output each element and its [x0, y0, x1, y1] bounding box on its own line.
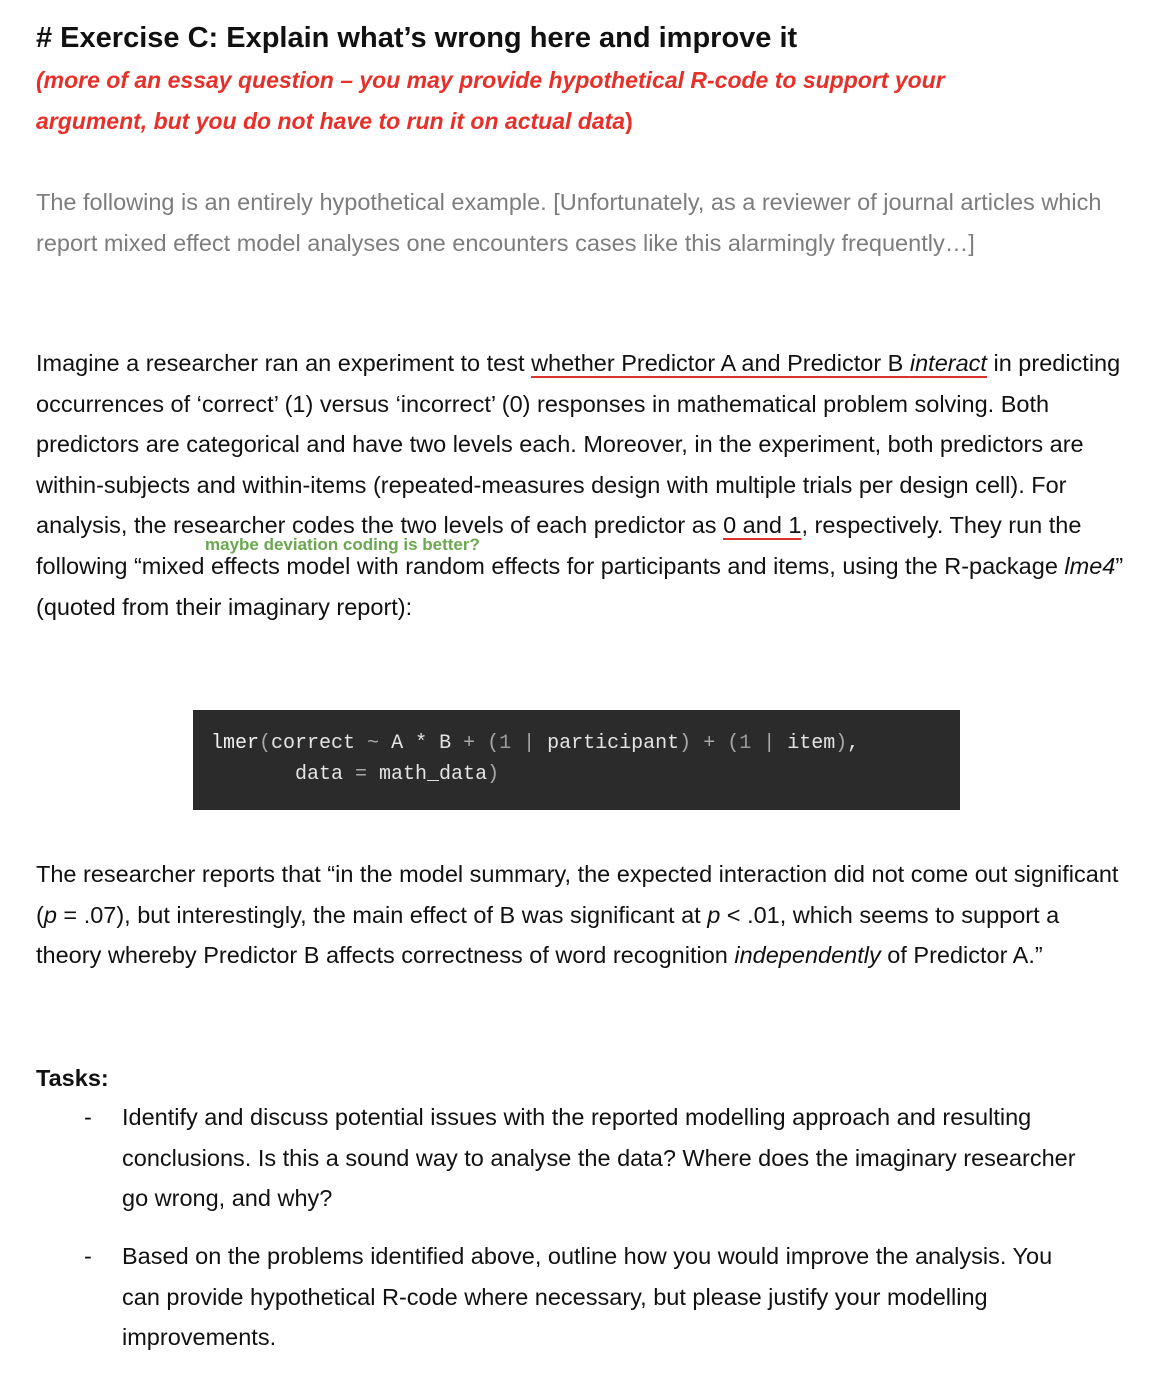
task-item: Based on the problems identified above, outline how you would improve the analysis. You can provide hypothetical R-code where necessary, but please justify your modelling improvements.: [122, 1243, 1053, 1351]
code-equals: =: [343, 763, 380, 786]
exercise-instructions: [36, 60, 1056, 142]
code-plus: +: [451, 732, 488, 755]
code-random-group: item: [787, 732, 836, 755]
code-data-value: math_data: [379, 763, 488, 786]
code-bar: |: [511, 732, 548, 755]
code-paren: ): [835, 732, 848, 755]
package-name: lme4: [1064, 552, 1116, 579]
scenario-text-3: , respectively. They run the following “mixed effects model with random effects for participants and items, using the R-package: [36, 512, 1082, 579]
interact-emphasis: interact: [909, 350, 987, 376]
task-bullet: -: [84, 1104, 92, 1130]
independently-emphasis: independently: [734, 942, 881, 969]
scenario-text-2: in predicting occurrences of ‘correct’ (1) versus ‘incorrect’ (0) responses in mathematical problem solving. Both predictors are categorical and have two levels each. Moreover, in the experiment, both predictors are within-subjects and within-items (repeated-measures design with multiple trials per design cell). For analysis, the researcher codes the two levels of each predictor as: [36, 350, 1121, 539]
code-paren: (: [727, 732, 740, 755]
p-symbol: p: [707, 901, 721, 928]
exercise-title: # Exercise C: Explain what’s wrong here and improve it: [36, 22, 798, 54]
underlined-coding-phrase: 0 and 1: [723, 512, 802, 539]
report-text-1: The researcher reports that “in the model summary, the expected interaction did not come out significant (: [36, 861, 1119, 928]
code-paren: (: [259, 732, 272, 755]
code-random-group: participant: [547, 732, 680, 755]
code-block: [193, 710, 960, 810]
report-text-4: of Predictor A.”: [880, 942, 1043, 969]
code-paren: ): [679, 732, 692, 755]
code-paren: (: [487, 732, 500, 755]
margin-comment: maybe deviation coding is better?: [205, 535, 480, 554]
code-plus: +: [691, 732, 728, 755]
code-fixed-terms: A * B: [391, 732, 452, 755]
underlined-interaction-phrase: [531, 350, 987, 376]
task-bullet: -: [84, 1243, 92, 1269]
report-text-3: < .01, which seems to support a theory whereby Predictor B affects correctness of word recognition: [36, 901, 1060, 969]
task-item: Identify and discuss potential issues with the reported modelling approach and resulting conclusions. Is this a sound way to analyse the data? Where does the imaginary researcher go wrong, and why?: [122, 1104, 1076, 1212]
scenario-text-1: Imagine a researcher ran an experiment to test: [36, 350, 532, 376]
code-bar: |: [751, 732, 788, 755]
code-response: correct: [271, 732, 356, 755]
code-function: lmer: [211, 732, 260, 755]
scenario-text-4: ” (quoted from their imaginary report):: [36, 552, 1124, 620]
instructions-close-paren: ): [625, 108, 633, 134]
code-number: 1: [499, 732, 512, 755]
scenario-paragraph: [36, 343, 1131, 627]
instructions-text: (more of an essay question – you may provide hypothetical R-code to support your argument, but you do not have to run it on actual data: [36, 67, 945, 134]
p-symbol: p: [43, 901, 57, 928]
report-text-2: = .07), but interestingly, the main effect of B was significant at: [56, 901, 708, 928]
code-tilde: ~: [355, 732, 392, 755]
code-comma: ,: [847, 732, 860, 755]
code-paren: ): [487, 763, 500, 786]
tasks-heading: Tasks:: [36, 1065, 109, 1091]
code-number: 1: [739, 732, 752, 755]
code-data-keyword: data: [295, 763, 344, 786]
report-paragraph: [36, 854, 1131, 976]
underlined-text: whether Predictor A and Predictor B: [531, 350, 910, 376]
intro-paragraph: The following is an entirely hypothetical example. [Unfortunately, as a reviewer of journal articles which report mixed effect model analyses one encounters cases like this alarmingly frequently…]: [36, 189, 1102, 256]
